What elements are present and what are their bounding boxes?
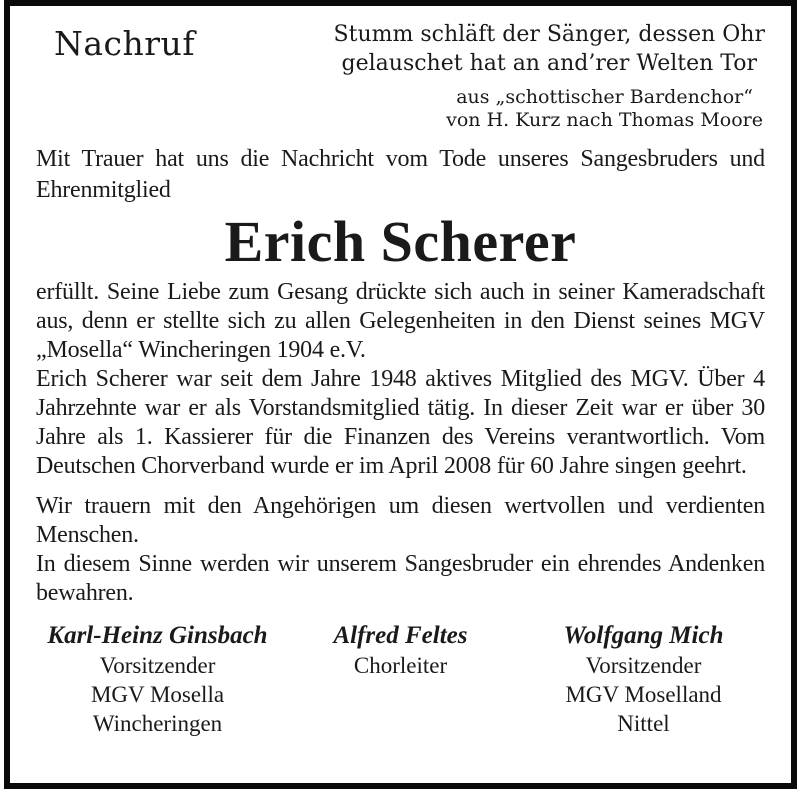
epigraph-attribution-line-2: von H. Kurz nach Thomas Moore <box>446 109 763 131</box>
epigraph <box>334 20 765 132</box>
header-row <box>36 20 765 132</box>
signatory-2-name: Alfred Feltes <box>333 622 468 649</box>
body-paragraph-3: Wir trauern mit den Angehörigen um diesen wertvollen und verdienten Menschen. <box>36 493 765 548</box>
body-paragraph-2: Erich Scherer war seit dem Jahre 1948 aktives Mitglied des MGV. Über 4 Jahrzehnte war er als Vorstandsmitglied tätig. In dieser Zeit war er über 30 Jahre als 1. Kassierer für die Finanzen des Vereins verantwortlich. Vom Deutschen Chorverband wurde er im April 2008 für 60 Jahre singen geehrt. <box>36 366 765 479</box>
obituary-kicker: Nachruf <box>54 24 196 63</box>
signatory-2 <box>279 621 522 738</box>
signatory-1-role: Vorsitzender <box>99 653 216 678</box>
epigraph-quote-line-1: Stumm schläft der Sänger, dessen Ohr <box>333 22 765 47</box>
epigraph-quote-line-2: gelauschet hat an and’rer Welten Tor <box>341 51 758 76</box>
signatory-3-role: Vorsitzender <box>585 653 702 678</box>
signatory-1 <box>36 621 279 738</box>
body-paragraph-4: In diesem Sinne werden wir unserem Sangesbruder ein ehrendes Andenken bewahren. <box>36 551 765 606</box>
signatory-1-organization: MGV Mosella <box>90 682 225 707</box>
signatures-row <box>36 621 765 738</box>
intro-paragraph: Mit Trauer hat uns die Nachricht vom Tode unseres Sangesbruders und Ehrenmitglied <box>36 146 765 203</box>
signatory-1-name: Karl-Heinz Ginsbach <box>47 622 268 649</box>
epigraph-attribution-line-1: aus „schottischer Bardenchor“ <box>456 86 753 108</box>
signatory-1-location: Wincheringen <box>92 711 223 736</box>
signatory-3-location: Nittel <box>617 711 670 736</box>
signatory-3 <box>522 621 765 738</box>
deceased-name: Erich Scherer <box>224 209 577 274</box>
body-paragraph-1: erfüllt. Seine Liebe zum Gesang drückte sich auch in seiner Kameradschaft aus, denn er stellte sich zu allen Gelegenheiten in den Dienst seines MGV „Mosella“ Wincheringen 1904 e.V. <box>36 279 765 363</box>
epigraph-attribution <box>446 86 763 132</box>
signatory-3-organization: MGV Moselland <box>565 682 722 707</box>
signatory-3-name: Wolfgang Mich <box>563 622 724 649</box>
obituary-frame <box>4 0 797 789</box>
signatory-2-role: Chorleiter <box>353 653 448 678</box>
